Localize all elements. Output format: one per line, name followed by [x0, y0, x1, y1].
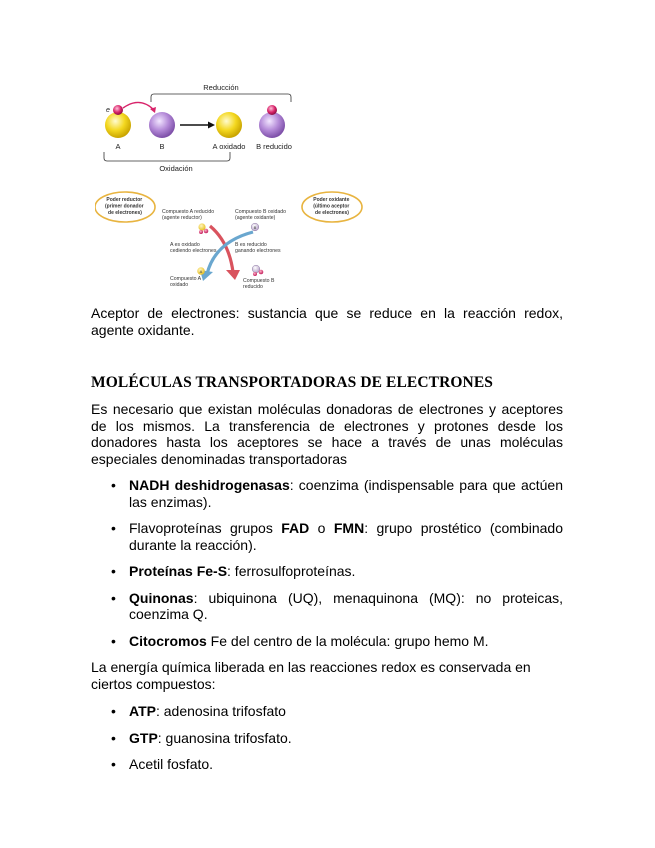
bullet: •	[111, 703, 116, 719]
reduction-label: Reducción	[203, 83, 239, 92]
carrier-list	[91, 477, 563, 649]
redox-diagram	[96, 78, 296, 178]
right-bubble-line-3: de electrones)	[315, 210, 349, 216]
paragraph-energia: La energía química liberada en las reacciones redox es conservada en ciertos compuestos:	[91, 659, 531, 692]
molecule-a-oxidized	[216, 112, 242, 138]
energy-compounds-list	[91, 703, 563, 773]
svg-text:Poder oxidante (último ace	[313, 197, 351, 216]
bullet: •	[111, 756, 116, 772]
svg-text:B es reducido ganando elec	[235, 242, 281, 254]
list-item-atp: • ATP: adenosina trifosfato	[111, 703, 286, 719]
svg-text:Compuesto A oxidado	[170, 276, 202, 288]
electron-transfer-arrow	[123, 102, 154, 110]
molecule-a	[105, 112, 131, 138]
svg-text:A es oxidado cediendo elec	[170, 242, 217, 254]
list-item-citocromos: • Citocromos Fe del centro de la molécula: grupo hemo M.	[111, 632, 489, 649]
left-bubble-line-3: de electrones)	[108, 210, 142, 216]
mark-b-top: B	[253, 225, 257, 230]
list-item-proteinas-fes: • Proteínas Fe-S: ferrosulfoproteínas.	[111, 563, 356, 579]
label-b-reduced: B reducido	[256, 142, 292, 151]
b-reduced-text-line-1: B es reducido	[235, 242, 267, 248]
comp-b-reduced-line-1: Compuesto B	[243, 278, 275, 284]
bullet: •	[111, 477, 116, 493]
right-bubble-line-2: (último aceptor	[313, 203, 350, 210]
comp-a-oxidized-line-2: oxidado	[170, 282, 189, 288]
list-item-quinonas: • Quinonas: ubiquinona (UQ), menaquinona (MQ): no proteicas, coenzima Q.	[111, 589, 563, 622]
comp-a-oxidized-line-1: Compuesto A	[170, 276, 201, 282]
compound-b-reduced-icon	[252, 265, 260, 273]
right-bubble-line-1: Poder oxidante	[313, 197, 350, 203]
paragraph-aceptor: Aceptor de electrones: sustancia que se reduce en la reacción redox, agente oxidante.	[91, 305, 563, 338]
svg-text:Poder reductor (primer don	[105, 197, 145, 216]
svg-text:Compuesto A reducido (agen	[162, 209, 216, 221]
paragraph-necesario: Es necesario que existan moléculas donadoras de electrones y aceptores de los mismos. La transferencia de electrones y protones desde los donadores hasta los aceptores se hace a través de unas moléculas especiales denominadas transportadoras	[91, 401, 563, 467]
mark-a-bottom: A	[199, 269, 203, 274]
comp-b-reduced-line-2: reducido	[243, 284, 263, 290]
electron-bound	[267, 105, 277, 115]
svg-text:Compuesto B oxidado (agent	[235, 209, 288, 221]
oxidation-bracket	[104, 152, 230, 161]
oxidation-label: Oxidación	[159, 164, 193, 173]
bullet: •	[111, 563, 116, 579]
list-item-flavoproteinas: • Flavoproteínas grupos FAD o FMN: grupo prostético (combinado durante la reacción).	[111, 520, 563, 553]
comp-b-oxidized-line-2: (agente oxidante)	[235, 215, 276, 221]
svg-text:Compuesto B reducido	[243, 278, 276, 290]
redox-scheme	[95, 190, 363, 292]
molecule-b	[149, 112, 175, 138]
comp-b-oxidized-line-1: Compuesto B oxidado	[235, 209, 287, 215]
left-bubble-line-1: Poder reductor	[106, 197, 143, 203]
list-item-acetil-fosfato: • Acetil fosfato.	[111, 756, 214, 772]
list-item-gtp: • GTP: guanosina trifosfato.	[111, 729, 292, 746]
bullet: •	[111, 589, 116, 606]
bullet: •	[111, 520, 116, 536]
a-oxidized-text-line-2: cediendo electrones	[170, 248, 217, 254]
left-bubble-line-2: (primer donador	[104, 203, 144, 210]
electron	[113, 105, 123, 115]
bullet: •	[111, 632, 116, 649]
b-reduced-text-line-2: ganando electrones	[235, 248, 281, 254]
comp-a-reduced-line-2: (agente reductor)	[162, 215, 202, 221]
list-item-nadh: • NADH deshidrogenasas: coenzima (indispensable para que actúen las enzimas).	[111, 477, 564, 510]
section-heading: MOLÉCULAS TRANSPORTADORAS DE ELECTRONES	[91, 374, 493, 391]
molecule-b-reduced	[259, 112, 285, 138]
label-a-oxidized: A oxidado	[212, 142, 246, 151]
comp-a-reduced-line-1: Compuesto A reducido	[162, 209, 215, 215]
label-a: A	[115, 142, 121, 151]
reduction-bracket	[151, 94, 291, 102]
label-b: B	[159, 142, 165, 151]
electron-label: e	[106, 107, 110, 114]
a-oxidized-text-line-1: A es oxidado	[170, 242, 200, 248]
bullet: •	[111, 729, 116, 746]
